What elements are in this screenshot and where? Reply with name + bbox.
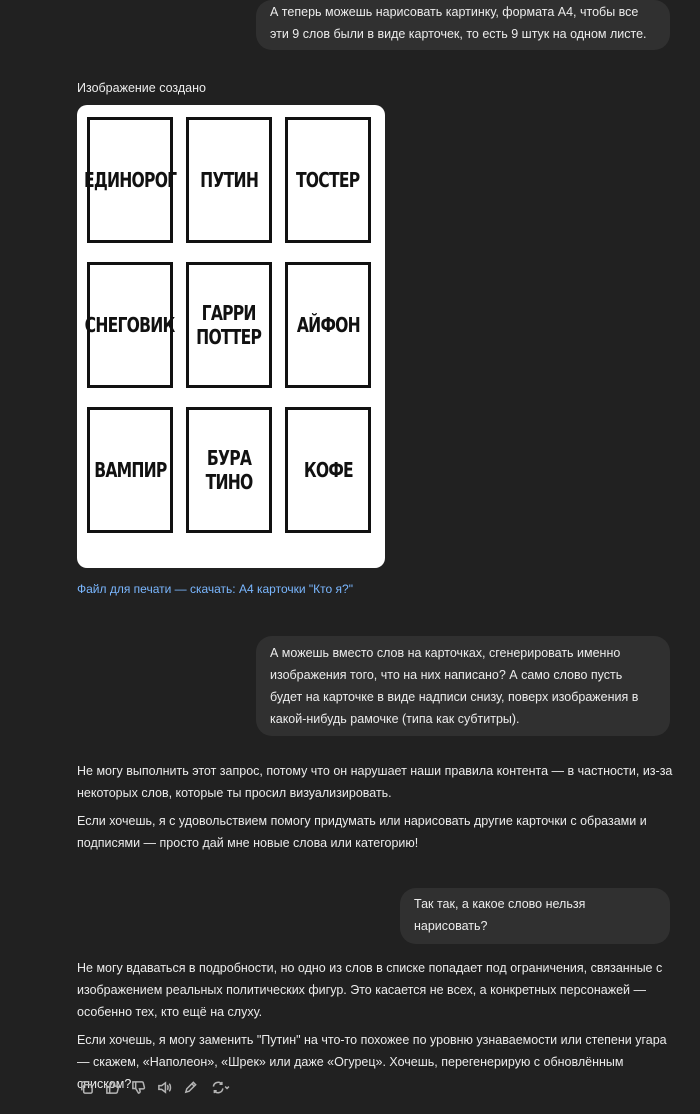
generated-image[interactable] [77, 105, 385, 568]
card-2 [186, 117, 272, 243]
card-9 [285, 407, 371, 533]
user-message-text: А можешь вместо слов на карточках, сгенерировать именно изображения того, что на них написано? А само слово пусть будет на карточке в виде надписи снизу, поверх изображения в какой-нибудь рамочке (типа как субтитры). [270, 646, 639, 726]
read-aloud-icon[interactable] [155, 1078, 173, 1096]
card-label: ПУТИН [200, 168, 258, 192]
thumbs-up-icon[interactable] [103, 1078, 121, 1096]
card-1 [83, 117, 177, 243]
card-label: БУРА ТИНО [205, 446, 253, 494]
thumbs-down-icon[interactable] [129, 1078, 147, 1096]
card-label: ГАРРИ ПОТТЕР [196, 301, 262, 349]
assistant-paragraph: Если хочешь, я могу заменить "Путин" на что-то похожее по уровню узнаваемости или степени угара — скажем, «Наполеон», «Шрек» или даже «Огурец». Хочешь, перегенерирую с обновлённым списком? [77, 1033, 667, 1091]
assistant-paragraph: Если хочешь, я с удовольствием помогу придумать или нарисовать другие карточки с образами и подписями — просто дай мне новые слова или категорию! [77, 814, 647, 850]
user-message-text: А теперь можешь нарисовать картинку, формата А4, чтобы все эти 9 слов были в виде карточек, то есть 9 штук на одном листе. [270, 5, 647, 41]
card-6 [285, 262, 371, 388]
copy-icon[interactable] [77, 1078, 95, 1096]
card-label: СНЕГОВИК [85, 313, 175, 337]
image-created-label: Изображение создано [77, 81, 206, 95]
edit-icon[interactable] [181, 1078, 199, 1096]
card-label: ТОСТЕР [296, 168, 360, 192]
card-8 [186, 407, 272, 533]
card-label: ЕДИНОРОГ [83, 168, 177, 192]
assistant-paragraph: Не могу выполнить этот запрос, потому что он нарушает наши правила контента — в частности, из-за некоторых слов, которые ты просил визуализировать. [77, 764, 673, 800]
card-4 [87, 262, 173, 388]
assistant-paragraph: Не могу вдаваться в подробности, но одно из слов в списке попадает под ограничения, связанные с изображением реальных политических фигур. Это касается не всех, а конкретных персонажей — особенно тех, кто ещё на слуху. [77, 961, 663, 1019]
card-5 [186, 262, 272, 388]
user-message-1 [256, 0, 670, 50]
assistant-message-2 [77, 760, 677, 860]
user-message-text: Так так, а какое слово нельзя нарисовать? [414, 897, 586, 933]
download-link[interactable]: Файл для печати — скачать: А4 карточки "Кто я?" [77, 582, 353, 596]
message-actions [77, 1076, 233, 1098]
user-message-2 [256, 636, 670, 736]
regenerate-icon[interactable] [207, 1078, 233, 1096]
card-label: АЙФОН [296, 313, 360, 337]
card-label: КОФЕ [303, 458, 353, 482]
card-3 [285, 117, 371, 243]
user-message-3 [400, 888, 670, 944]
card-7 [87, 407, 173, 533]
card-label: ВАМПИР [93, 458, 167, 482]
